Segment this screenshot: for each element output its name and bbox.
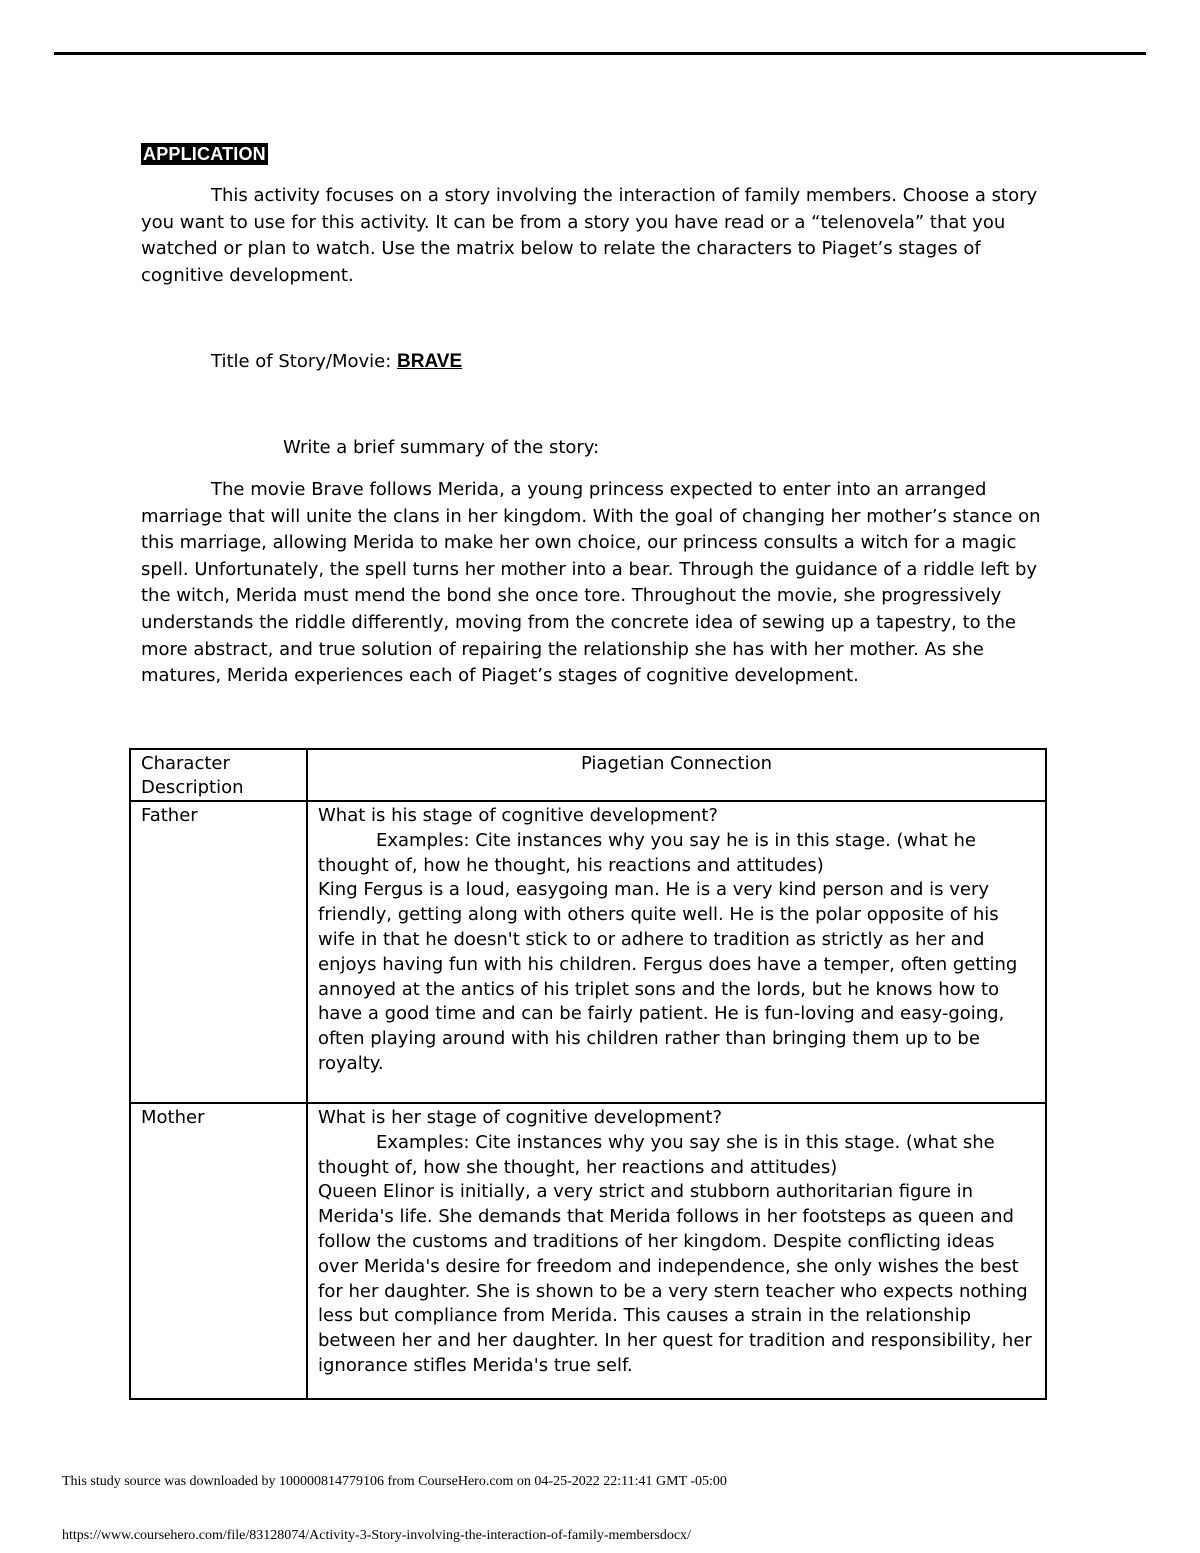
character-answer: King Fergus is a loud, easygoing man. He is a very kind person and is very friendly, getting along with others quite well. He is the polar opposite of his wife in that he doesn't stick to or adhere to tradition as strictly as her and enjoys having fun with his children. Fergus does have a temper, often getting annoyed at the antics of his triplet sons and the lords, but he knows how to have a good time and can be fairly patient. He is fun-loving and easy-going, often playing around with his children rather than bringing them up to be royalty. [318, 879, 1018, 1074]
piagetian-connection-cell [307, 801, 1046, 1103]
source-url[interactable]: https://www.coursehero.com/file/83128074/Activity-3-Story-involving-the-interaction-of-family-membersdocx/ [62, 1528, 691, 1543]
summary-prompt: Write a brief summary of the story: [283, 437, 600, 458]
section-heading: APPLICATION [143, 144, 266, 164]
table-header-row [130, 749, 1046, 801]
download-source-note: This study source was downloaded by 100000814779106 from CourseHero.com on 04-25-2022 22:11:41 GMT -05:00 [62, 1474, 727, 1489]
piagetian-connection-cell [307, 1103, 1046, 1399]
intro-paragraph [141, 183, 1051, 289]
table-row [130, 1103, 1046, 1399]
stage-question: What is his stage of cognitive development? [318, 805, 718, 826]
table-row [130, 801, 1046, 1103]
stage-question: What is her stage of cognitive development? [318, 1107, 723, 1128]
story-title-value: BRAVE [397, 351, 463, 372]
story-title-line [211, 349, 462, 375]
summary-paragraph [141, 477, 1051, 690]
story-title-label: Title of Story/Movie: [211, 351, 398, 372]
header-piagetian-connection: Piagetian Connection [307, 749, 1046, 801]
examples-prompt: Examples: Cite instances why you say he is in this stage. (what he thought of, how he thought, his reactions and attitudes) [318, 829, 976, 876]
character-answer: Queen Elinor is initially, a very strict and stubborn authoritarian figure in Merida's life. She demands that Merida follows in her footsteps as queen and follow the customs and traditions of her kingdom. Despite conflicting ideas over Merida's desire for freedom and independence, she only wishes the best for her daughter. She is shown to be a very stern teacher who expects nothing less but compliance from Merida. This causes a strain in the relationship between her and her daughter. In her quest for tradition and responsibility, her ignorance stifles Merida's true self. [318, 1181, 1032, 1376]
character-mother: Mother [130, 1103, 307, 1399]
top-divider [54, 52, 1146, 55]
character-father: Father [130, 801, 307, 1103]
intro-text: This activity focuses on a story involving the interaction of family members. Choose a story you want to use for this activity. It can be from a story you have read or a “telenovela” that you watched or plan to watch. Use the matrix below to relate the characters to Piaget’s stages of cognitive development. [141, 185, 1038, 286]
summary-text: The movie Brave follows Merida, a young princess expected to enter into an arranged marriage that will unite the clans in her kingdom. With the goal of changing her mother’s stance on this marriage, allowing Merida to make her own choice, our princess consults a witch for a magic spell. Unfortunately, the spell turns her mother into a bear. Through the guidance of a riddle left by the witch, Merida must mend the bond she once tore. Throughout the movie, she progressively understands the riddle differently, moving from the concrete idea of sewing up a tapestry, to the more abstract, and true solution of repairing the relationship she has with her mother. As she matures, Merida experiences each of Piaget’s stages of cognitive development. [141, 479, 1041, 687]
piaget-matrix-table [129, 748, 1047, 1400]
header-character-description: Character Description [130, 749, 307, 801]
examples-prompt: Examples: Cite instances why you say she is in this stage. (what she thought of, how she thought, her reactions and attitudes) [318, 1131, 995, 1178]
